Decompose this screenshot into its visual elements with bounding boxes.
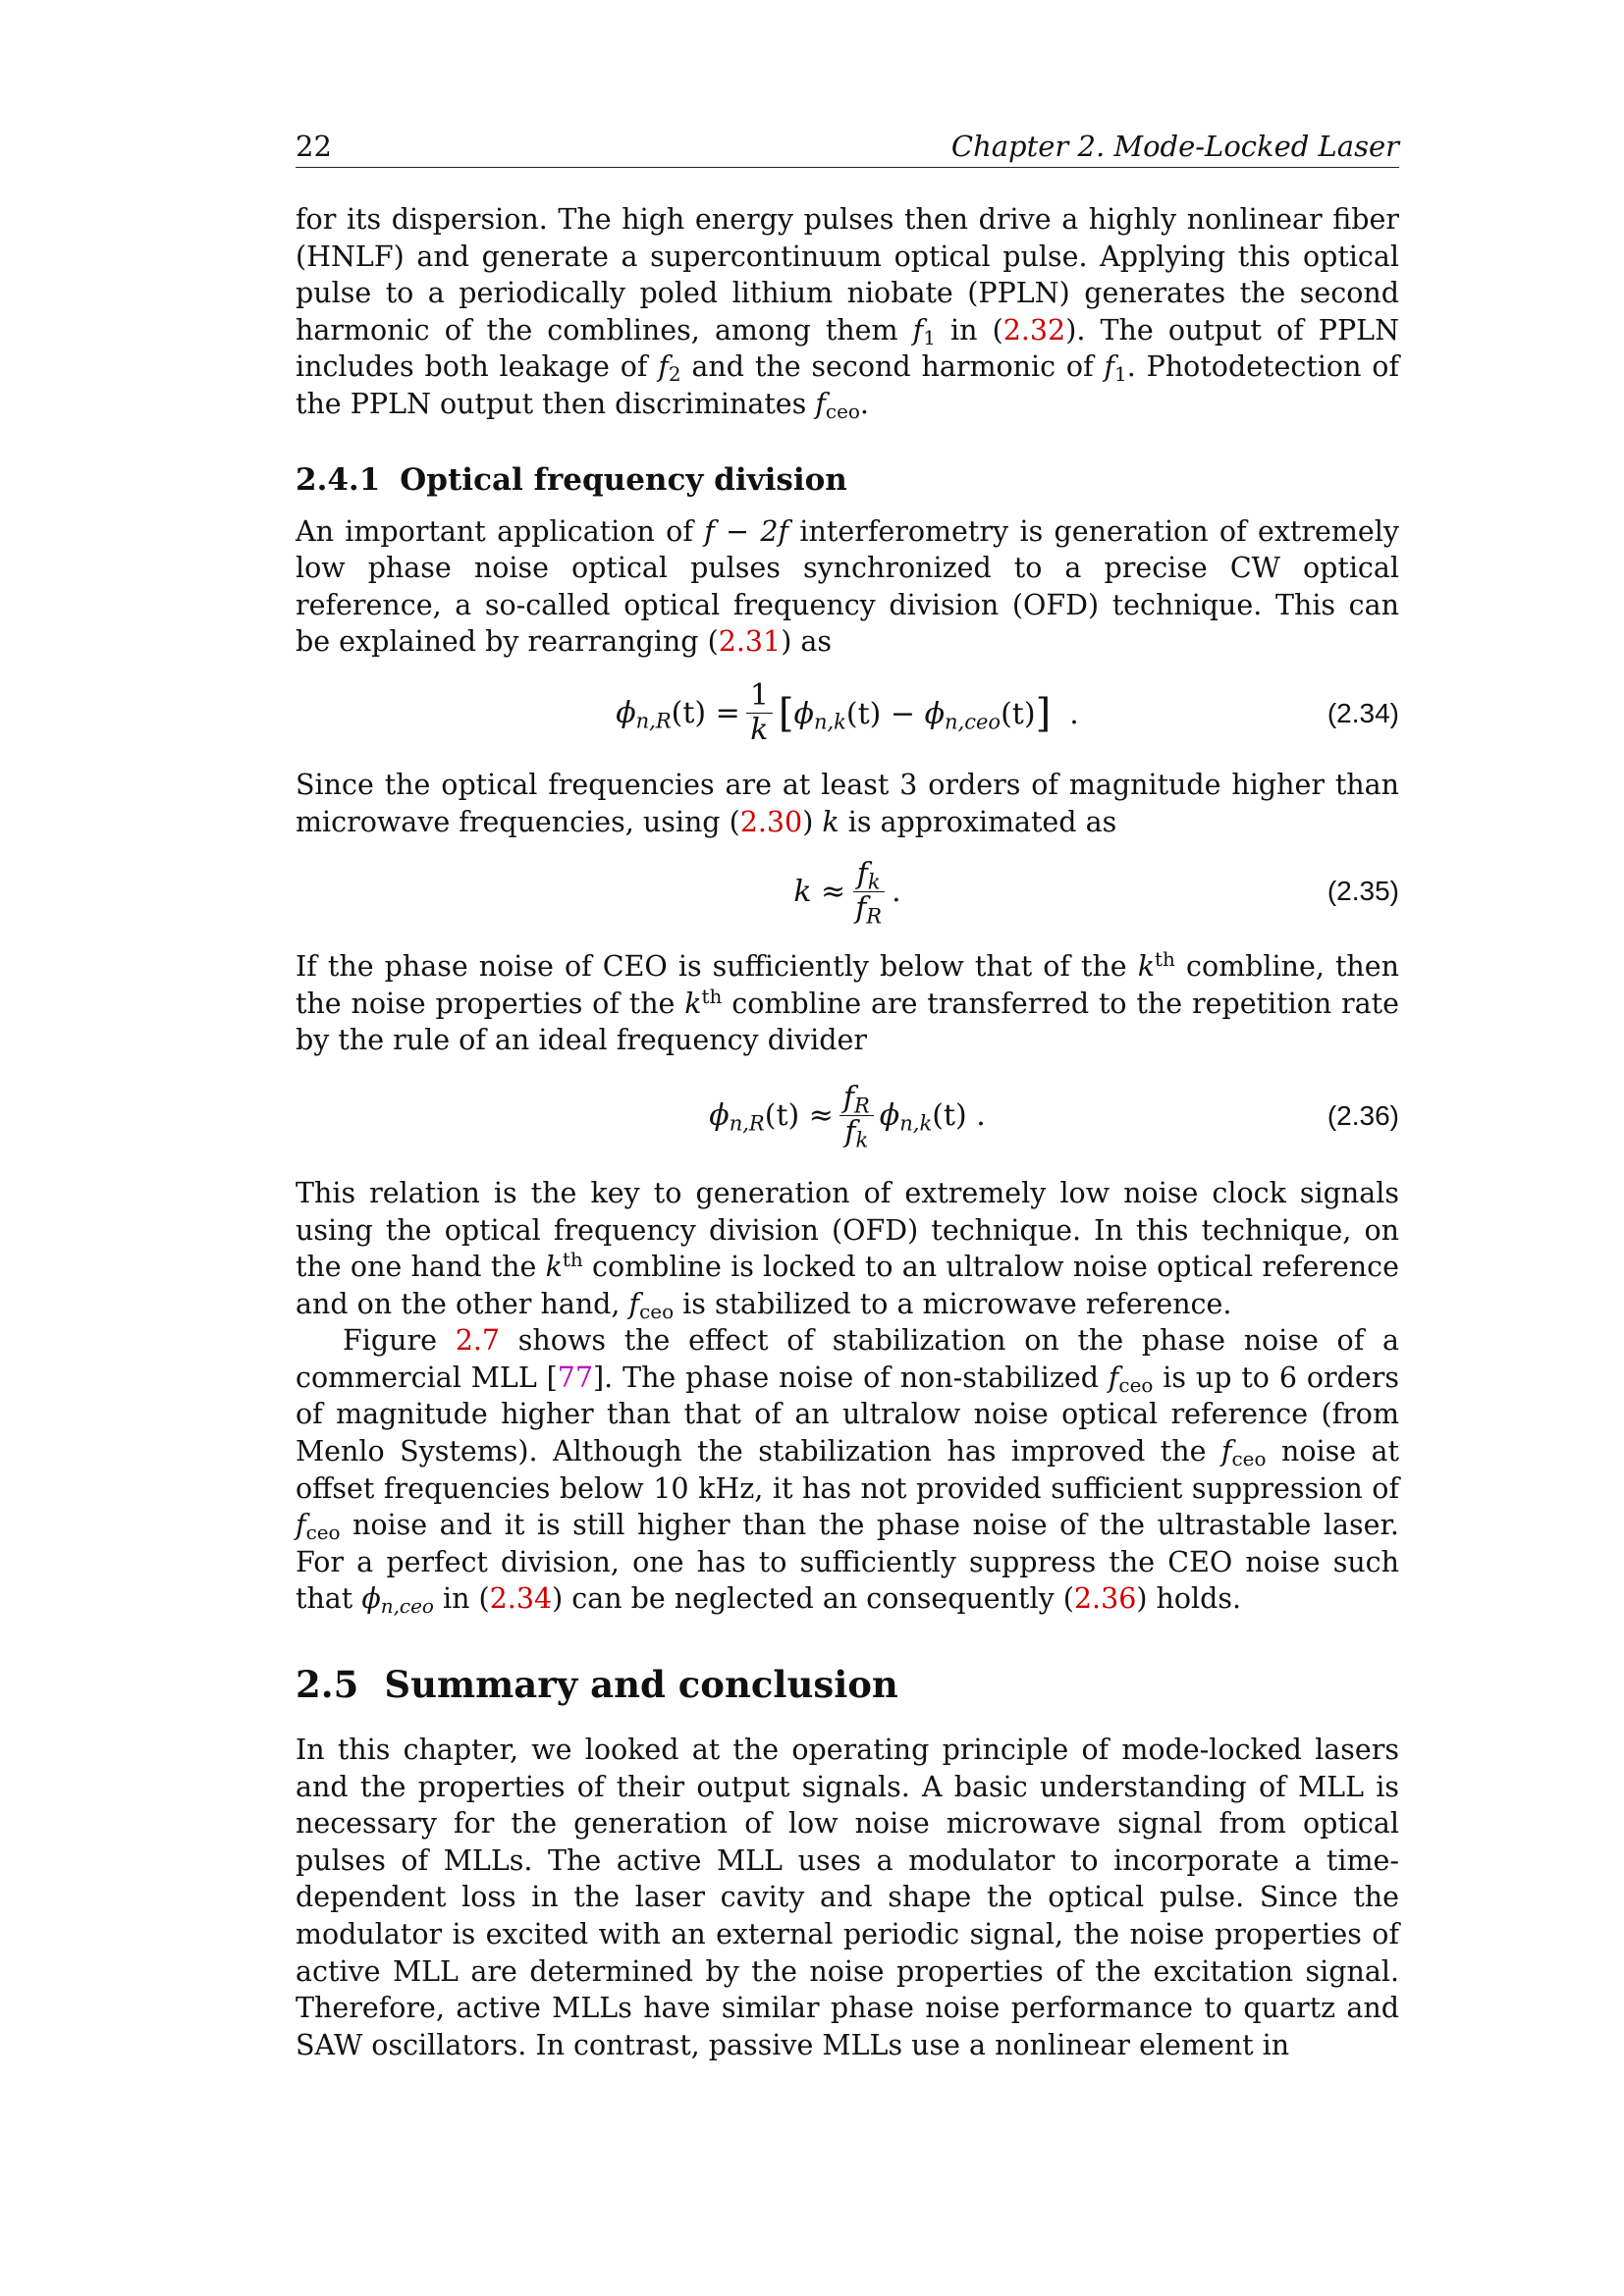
citation-link[interactable]: 77 — [557, 1361, 594, 1394]
equation-ref-link[interactable]: 2.31 — [718, 625, 782, 659]
paragraph-approximation: Since the optical frequencies are at least 3 orders of magnitude higher than microwave frequencies, using (2.30) k is approximated as — [296, 768, 1399, 838]
equation-2-34: $\phi_{n,R}(t)$ = $\frac{1}{k}$ $[\phi_{n,k}(t) - \phi_{n,ceo}(t)]$ . (2.34) — [616, 678, 1399, 748]
equation-ref-link[interactable]: 2.30 — [739, 805, 803, 838]
chapter-title: Chapter 2. Mode-Locked Laser — [950, 130, 1399, 163]
section-heading: 2.5 Summary and conclusion — [296, 1663, 898, 1707]
page-number: 22 — [296, 130, 332, 163]
paragraph-figure: Figure 2.7 shows the effect of stabilization on the phase noise of a commercial MLL [77]. The phase noise of non-stabilized $f_{ceo}$ is up to 6 orders of magnitude higher than that of an ultralow noise optical reference (from Menlo Systems). Although the stabilization has improved the $f_{ceo}$ noise at offset frequencies below 10 kHz, it has not provided sufficient suppression of $f_{ceo}$ noise and it is still higher than the phase noise of the ultrastable laser. For a perfect division, one has to sufficiently suppress the CEO noise such that $\phi_{n,ceo}$ in (2.34) can be neglected an consequently (2.36) holds. — [296, 1324, 1399, 1619]
equation-ref-link[interactable]: 2.32 — [1002, 313, 1066, 347]
subsection-heading: 2.4.1 Optical frequency division — [296, 461, 847, 498]
figure-ref-link[interactable]: 2.7 — [455, 1324, 501, 1358]
equation-number: (2.35) — [1326, 876, 1399, 907]
paragraph-ofd-intro: An important application of f − 2f interferometry is generation of extremely low phase noise optical pulses synchronized to a precise CW optical reference, a so-called optical frequency division (OFD) technique. This can be explained by rearranging (2.31) as — [296, 514, 1399, 659]
paragraph-divider: If the phase noise of CEO is sufficiently below that of the $k^{th}$ combline, then the noise properties of the $k^{th}$ combline are transferred to the repetition rate by the rule of an ideal frequency divider — [296, 947, 1399, 1057]
equation-number: (2.36) — [1326, 1099, 1399, 1131]
paragraph-summary: In this chapter, we looked at the operating principle of mode-locked lasers and the properties of their output signals. A basic understanding of MLL is necessary for the generation of low noise microwave signal from optical pulses of MLLs. The active MLL uses a modulator to incorporate a time-dependent loss in the laser cavity and shape the optical pulse. Since the modulator is excited with an external periodic signal, the noise properties of active MLL are determined by the noise properties of the excitation signal. Therefore, active MLLs have similar phase noise performance to quartz and SAW oscillators. In contrast, passive MLLs use a nonlinear element in — [296, 1734, 1399, 2061]
paragraph-relation: This relation is the key to generation of extremely low noise clock signals using the optical frequency division (OFD) technique. In this technique, on the one hand the $k^{th}$ combline is locked to an ultralow noise optical reference and on the other hand, $f_{ceo}$ is stabilized to a microwave reference. — [296, 1176, 1399, 1323]
equation-ref-link[interactable]: 2.36 — [1073, 1582, 1137, 1616]
equation-ref-link[interactable]: 2.34 — [489, 1582, 553, 1616]
paragraph-ppln: for its dispersion. The high energy pulses then drive a highly nonlinear fiber (HNLF) and generate a supercontinuum optical pulse. Applying this optical pulse to a periodically poled lithium niobate (PPLN) generates the second harmonic of the comblines, among them $f_1$ in (2.32). The output of PPLN includes both leakage of $f_2$ and the second harmonic of $f_1$. Photodetection of the PPLN output then discriminates $f_{ceo}$. — [296, 203, 1400, 423]
equation-number: (2.34) — [1326, 697, 1399, 728]
equation-2-36: $\phi_{n,R}(t)$ ≈ $\frac{f_R}{f_k}$ $\phi_{n,k}(t)$ . (2.36) — [709, 1081, 1399, 1152]
page — [296, 126, 1399, 2063]
equation-2-35: k ≈ $\frac{f_k}{f_R}$ . (2.35) — [793, 856, 1399, 928]
running-header — [296, 126, 1399, 168]
